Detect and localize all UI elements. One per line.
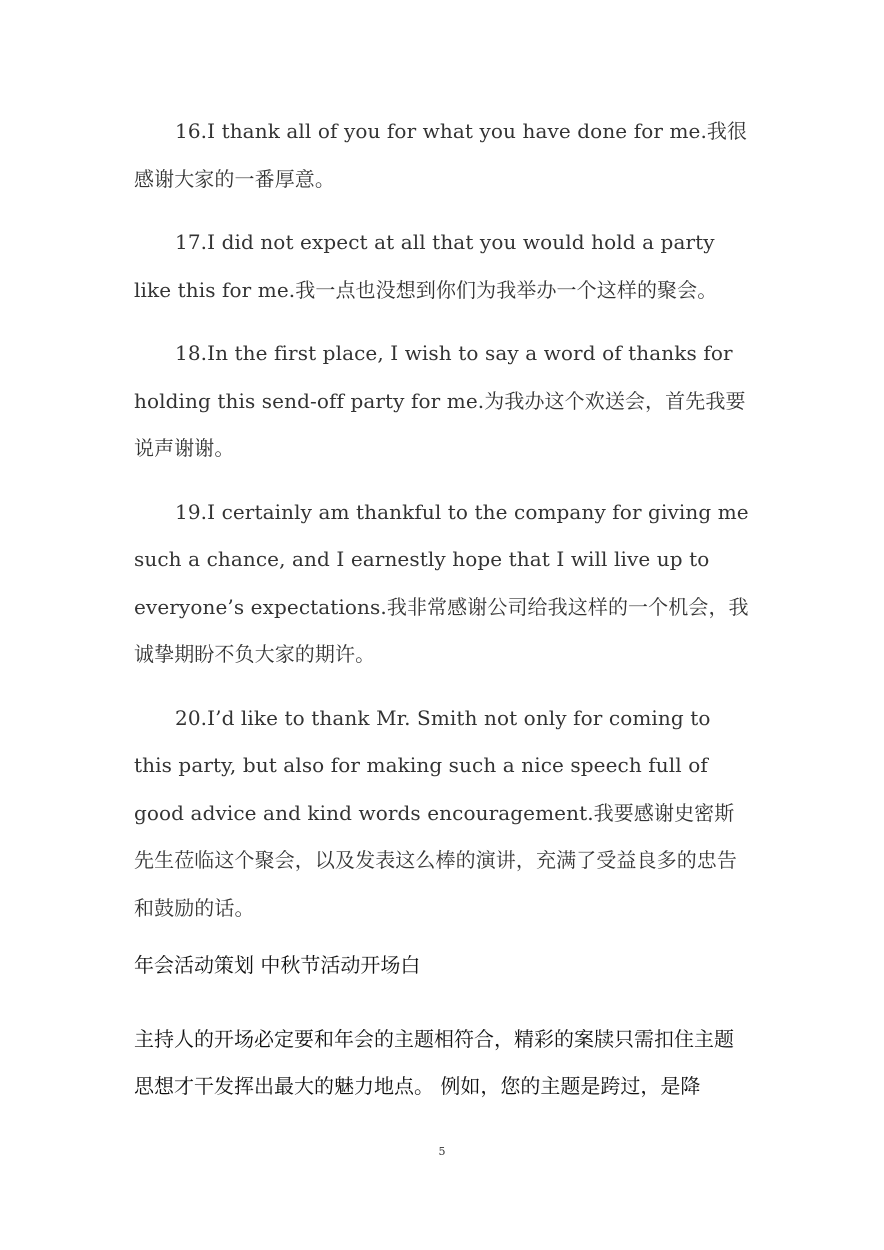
body-paragraph: 主持人的开场必定要和年会的主题相符合，精彩的案牍只需扣住主题思想才干发挥出最大的魅力地点。 例如，您的主题是跨过，是降 bbox=[134, 1027, 734, 1098]
paragraph-number: 17. bbox=[175, 230, 208, 254]
page-number: 5 bbox=[438, 1145, 446, 1158]
paragraph-text: In the first place, I wish to say a word of thanks for holding this send-off party for me.为我办这个欢送会，首先我要说声谢谢。 bbox=[134, 341, 746, 460]
paragraph-16 bbox=[134, 108, 750, 203]
paragraph-number: 19. bbox=[175, 499, 208, 524]
section-heading: 年会活动策划 中秋节活动开场白 bbox=[134, 953, 421, 977]
paragraph-19 bbox=[134, 489, 750, 679]
paragraph-text: I did not expect at all that you would hold a party like this for me.我一点也没想到你们为我举办一个这样的聚会。 bbox=[134, 230, 718, 302]
paragraph-number: 18. bbox=[175, 341, 208, 365]
paragraph-text: I’d like to thank Mr. Smith not only for coming to this party, but also for making such a nice speech full of good advice and kind words encouragement.我要感谢史密斯先生莅临这个聚会，以及发表这么棒的演讲，充满了受益良多的忠告和鼓励的话。 bbox=[134, 705, 737, 920]
paragraph-18 bbox=[134, 330, 750, 473]
paragraph-20 bbox=[134, 695, 750, 933]
paragraph-text: I certainly am thankful to the company for giving me such a chance, and I earnestly hope that I will live up to everyone’s expectations.我非常感谢公司给我这样的一个机会，我诚挚期盼不负大家的期许。 bbox=[134, 499, 749, 666]
paragraph-number: 20. bbox=[175, 705, 208, 730]
page-content bbox=[134, 108, 750, 1110]
paragraph-17 bbox=[134, 219, 750, 314]
paragraph-text: I thank all of you for what you have done for me.我很感谢大家的一番厚意。 bbox=[134, 119, 748, 191]
paragraph-number: 16. bbox=[175, 119, 208, 143]
